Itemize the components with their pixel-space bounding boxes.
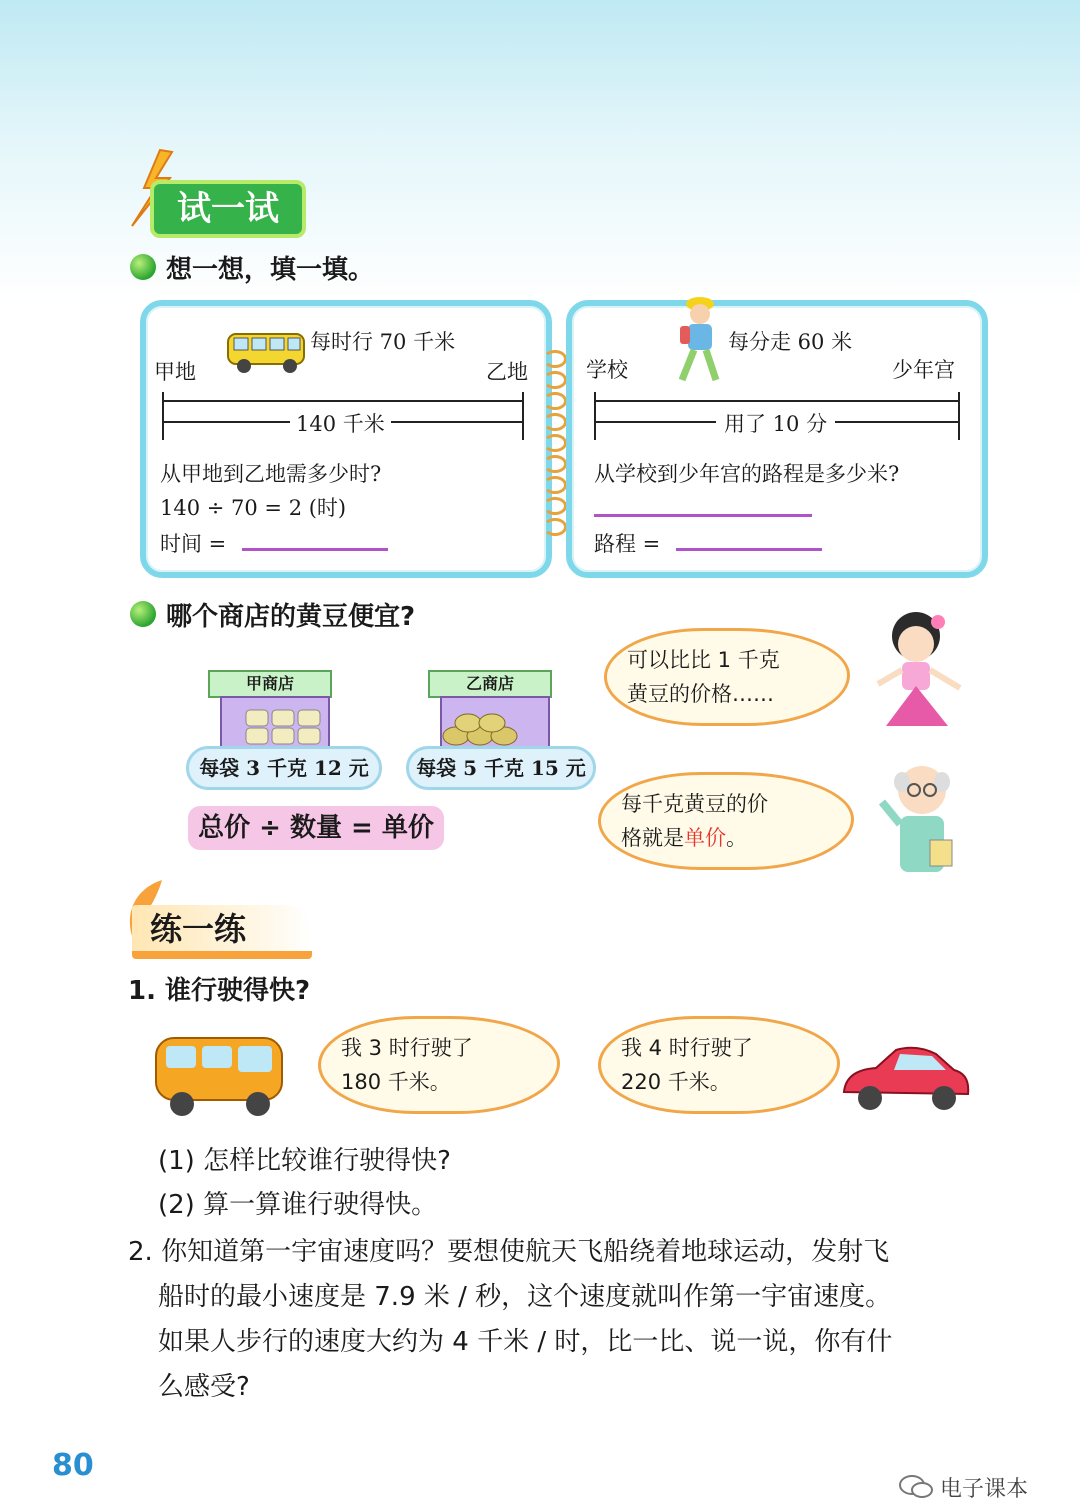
distance-label: 140 千米 [290,408,391,438]
bubble-line: 180 千米。 [341,1070,451,1094]
question-right: 从学校到少年宫的路程是多少米? [594,462,900,486]
speed-label-right: 每分走 60 米 [728,330,853,354]
section-banner-try: 试一试 [150,180,306,238]
bubble-line: 黄豆的价格…… [627,682,774,706]
exercise-2-line: 船时的最小速度是 7.9 米 / 秒，这个速度就叫作第一宇宙速度。 [158,1282,892,1312]
speech-bubble-girl [604,628,850,726]
exercise-1-sub1: (1) 怎样比较谁行驶得快? [158,1146,451,1176]
watermark: 电子课本 [940,1477,1029,1502]
bus-icon [150,1030,290,1120]
price-tag-a: 每袋 3 千克 12 元 [186,746,382,790]
start-label-left: 甲地 [154,360,196,384]
answer-label-left: 时间 = [160,532,227,556]
exercise-2-line: 么感受? [158,1372,250,1402]
answer-blank-left[interactable] [242,548,388,551]
speed-label-left: 每时行 70 千米 [310,330,456,354]
keyword-unit-price: 单价 [684,826,726,850]
exercise-2-text [128,1230,1008,1410]
exercise-2-line: 如果人步行的速度大约为 4 千米 / 时，比一比、说一说，你有什 [158,1327,893,1357]
bean-bags-icon [244,706,322,746]
bubble-text: 。 [726,826,747,850]
question-left: 从甲地到乙地需多少时? [160,462,382,486]
speech-bubble-car [598,1016,840,1114]
bubble-line: 220 千米。 [621,1070,731,1094]
exercise-2-line: 2. 你知道第一宇宙速度吗？要想使航天飞船绕着地球运动，发射飞 [128,1237,890,1267]
unit-price-formula: 总价 ÷ 数量 = 单价 [188,806,444,850]
car-icon [836,1040,976,1120]
answer-label-right: 路程 = [594,532,661,556]
exercise-1-title: 1. 谁行驶得快? [128,976,311,1006]
teacher-icon [872,760,972,888]
answer-blank-right[interactable] [676,548,822,551]
bubble-line: 我 4 时行驶了 [621,1036,753,1060]
shop-sign-b: 乙商店 [428,670,552,698]
page-number: 80 [52,1448,94,1483]
distance-line [163,400,522,402]
speech-bubble-bus [318,1016,560,1114]
price-tag-b: 每袋 5 千克 15 元 [406,746,596,790]
wechat-icon [898,1474,934,1500]
bullet-icon [130,254,156,280]
bubble-line [621,821,831,855]
bubble-text: 格就是 [621,826,684,850]
calc-left: 140 ÷ 70 = 2 (时) [160,496,347,520]
speech-bubble-teacher [598,772,854,870]
bubble-line: 每千克黄豆的价 [621,792,768,816]
shop-sign-a: 甲商店 [208,670,332,698]
exercise-1-sub2: (2) 算一算谁行驶得快。 [158,1190,438,1220]
distance-line [595,400,958,402]
end-label-right: 少年宫 [892,358,955,382]
bean-bags-icon [442,712,518,746]
end-label-left: 乙地 [486,360,528,384]
binder-rings [543,350,567,539]
heading-beans: 哪个商店的黄豆便宜? [166,602,416,632]
line-tick [522,392,524,440]
bubble-line: 我 3 时行驶了 [341,1036,473,1060]
bullet-icon [130,601,156,627]
walking-boy-icon [672,294,728,388]
section-banner-practice: 练一练 [132,905,312,959]
minibus-icon [224,326,310,376]
start-label-right: 学校 [586,358,628,382]
girl-icon [864,606,970,736]
bubble-line: 可以比比 1 千克 [627,648,780,672]
time-label: 用了 10 分 [716,408,835,438]
line-tick [958,392,960,440]
calc-blank-right[interactable] [594,514,812,517]
heading-think-fill: 想一想，填一填。 [166,255,375,285]
